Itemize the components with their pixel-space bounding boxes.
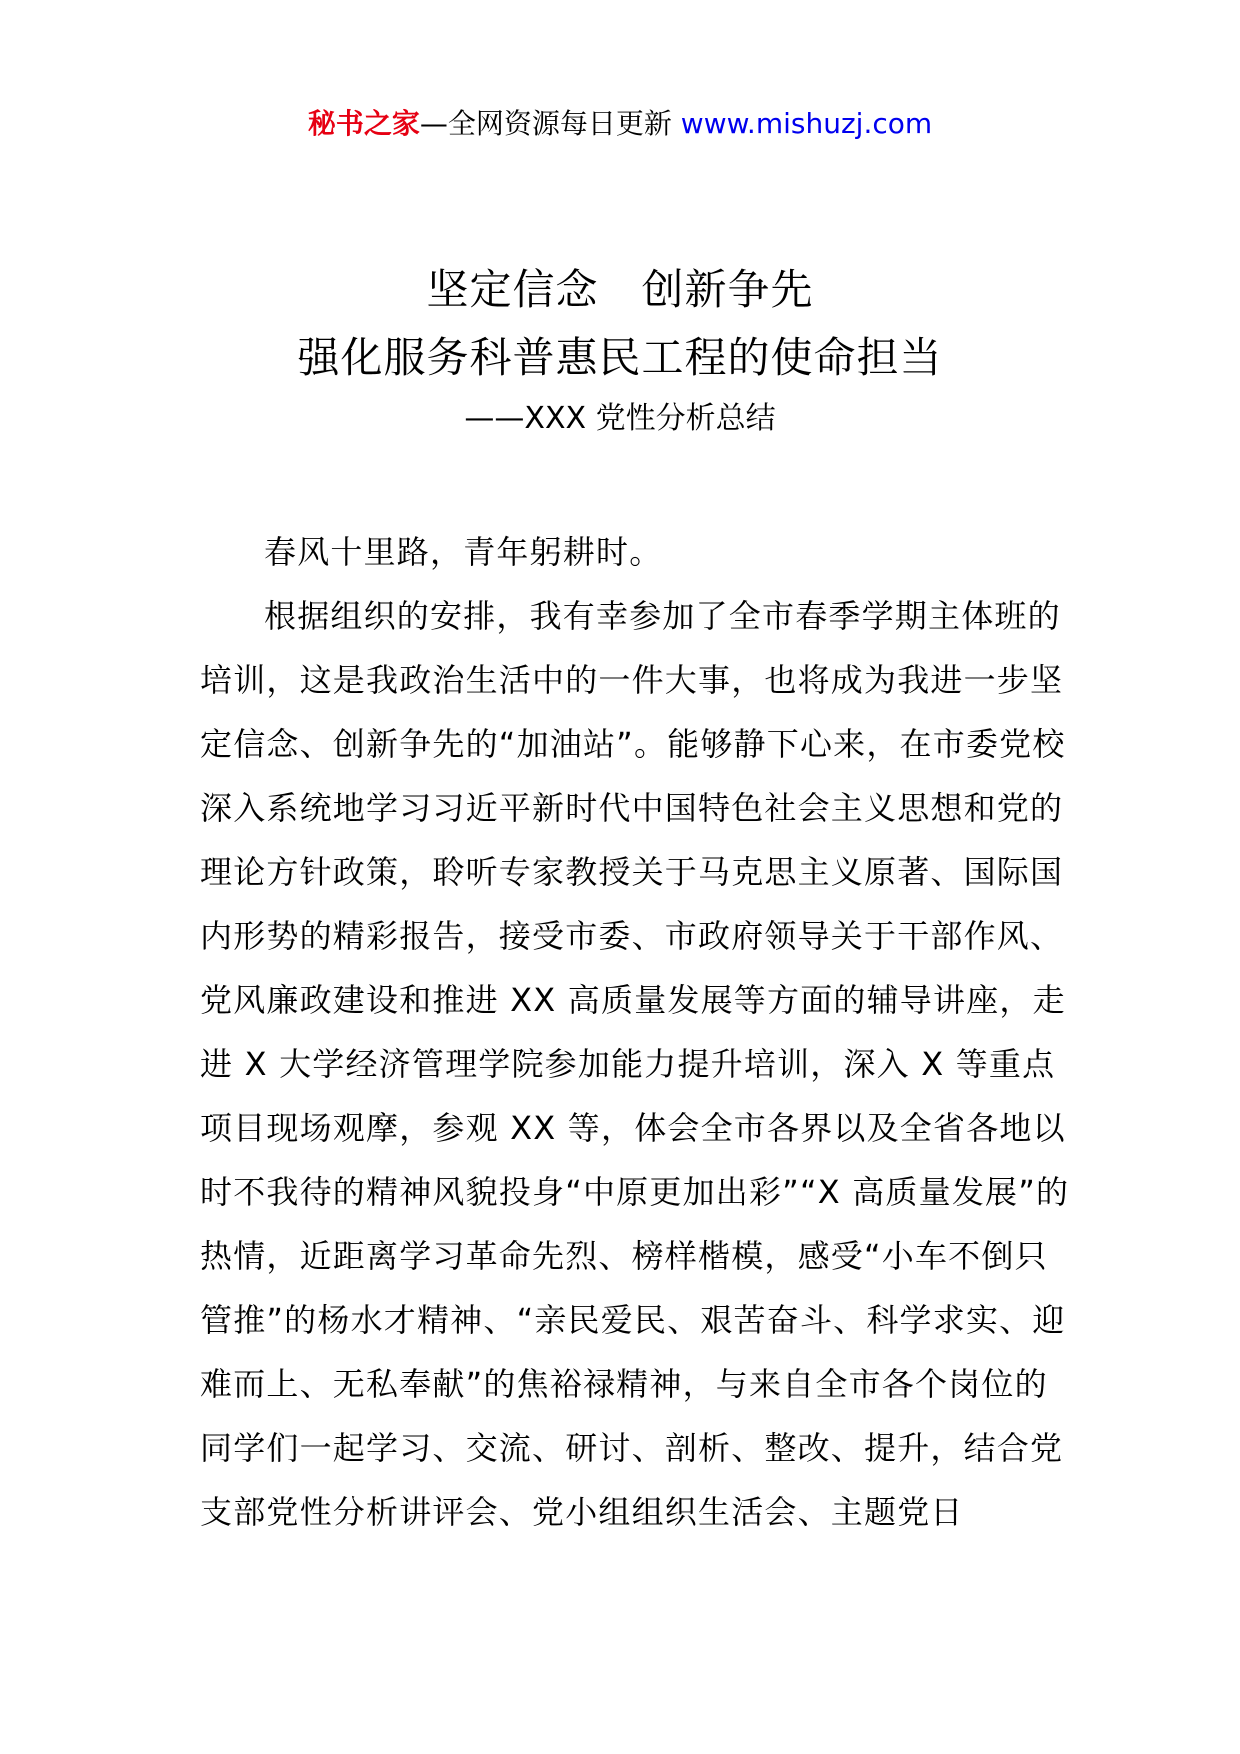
header-slogan: —全网资源每日更新 (419, 107, 672, 140)
website-link[interactable]: www.mishuzj.com (680, 107, 933, 140)
title-line-2: 强化服务科普惠民工程的使命担当 (297, 333, 943, 382)
paragraph-2: 根据组织的安排，我有幸参加了全市春季学期主体班的培训，这是我政治生活中的一件大事，也将成为我进一步坚定信念、创新争先的“加油站”。能够静下心来，在市委党校深入系统地学习习近平新时代中国特色社会主义思想和党的理论方针政策，聆听专家教授关于马克思主义原著、国际国内形势的精彩报告，接受市委、市政府领导关于干部作风、党风廉政建设和推进 XX 高质量发展等方面的辅导讲座，走进 X 大学经济管理学院参加能力提升培训，深入 X 等重点项目现场观摩，参观 XX 等，体会全市各界以及全省各地以时不我待的精神风貌投身“中原更加出彩”“X 高质量发展”的热情，近距离学习革命先烈、榜样楷模，感受“小车不倒只管推”的杨水才精神、“亲民爱民、艰苦奋斗、科学求实、迎难而上、无私奉献”的焦裕禄精神，与来自全市各个岗位的同学们一起学习、交流、研讨、剖析、整改、提升，结合党支部党性分析讲评会、党小组组织生活会、主题党日 (200, 597, 1070, 1531)
title-line-1: 坚定信念 创新争先 (426, 265, 814, 314)
document-subtitle: ——XXX 党性分析总结 (464, 401, 776, 436)
page-header (0, 104, 1240, 144)
brand-name: 秘书之家 (307, 107, 420, 140)
document-body (200, 520, 1080, 1544)
paragraph-1: 春风十里路，青年躬耕时。 (264, 533, 663, 571)
document-title (0, 256, 1240, 444)
